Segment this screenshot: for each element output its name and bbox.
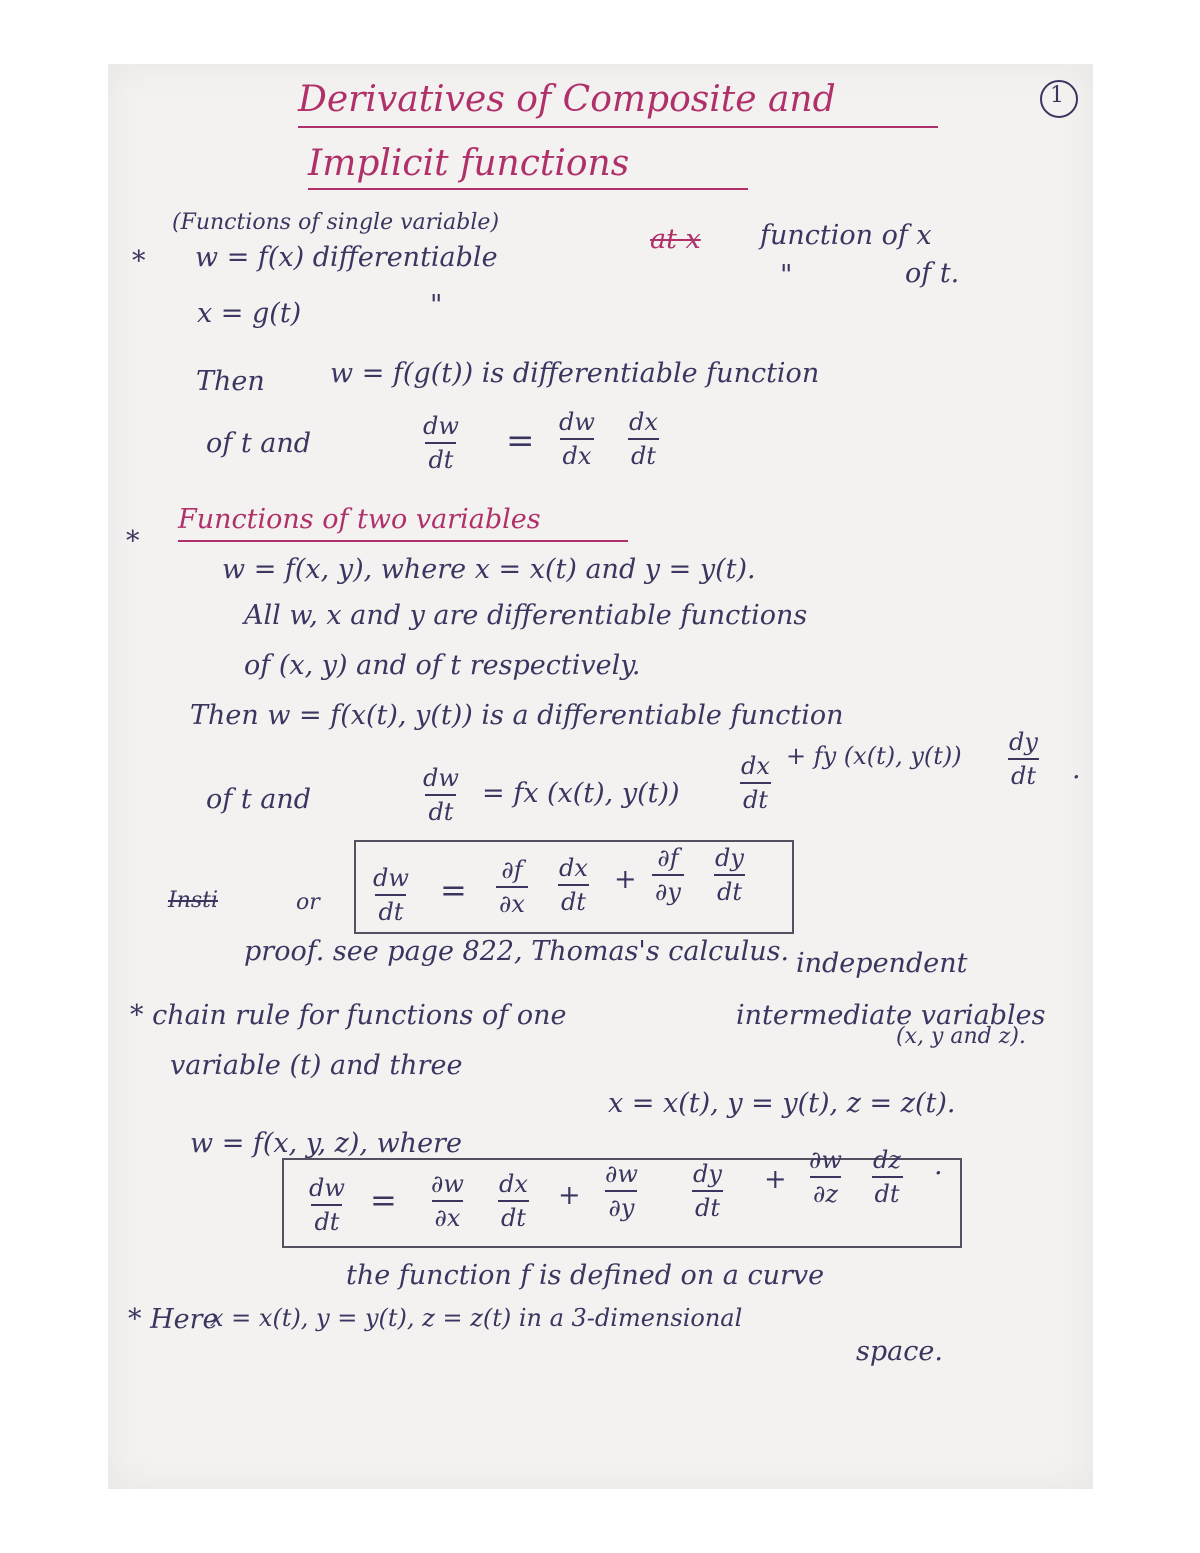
denominator: dt — [872, 1176, 903, 1206]
denominator: ∂z — [810, 1176, 841, 1206]
bullet-2: * — [126, 526, 140, 557]
box3-equals: = — [370, 1181, 397, 1219]
frac-dw-dt — [420, 414, 462, 472]
denominator: ∂x — [496, 886, 528, 916]
curve-line-2b: x = x(t), y = y(t), z = z(t) in a 3-dimensional — [210, 1304, 743, 1332]
title-underline-1 — [298, 126, 938, 128]
box3-frac-dw-dt — [306, 1176, 348, 1234]
frac-dx-dt — [626, 410, 661, 468]
two-var-line-2: All w, x and y are differentiable functions — [244, 600, 808, 631]
ditto-mark-1: " — [430, 290, 443, 321]
w-definition: w = f(x) differentiable — [195, 242, 498, 273]
frac-dw-dx — [556, 410, 598, 468]
of-t-and-1: of t and — [206, 428, 312, 459]
box3-frac-dz-dt — [870, 1148, 904, 1206]
title-underline-2 — [308, 188, 748, 190]
chain-rule-line-2: * chain rule for functions of one — [130, 1000, 567, 1031]
struck-text: at x — [650, 224, 701, 255]
ditto-mark-2: " — [780, 260, 793, 291]
composite-statement: w = f(g(t)) is differentiable function — [330, 358, 820, 389]
partial-fx-term: = fx (x(t), y(t)) — [482, 778, 680, 809]
box3-frac-dw-dz — [806, 1148, 845, 1206]
numerator: dx — [741, 752, 770, 780]
numerator: ∂w — [605, 1160, 638, 1188]
numerator: ∂w — [809, 1146, 842, 1174]
box-frac-dy-dt — [712, 846, 747, 904]
denominator: dt — [425, 794, 456, 824]
chain-rule-line-3: variable (t) and three — [170, 1050, 463, 1081]
two-var-line-1: w = f(x, y), where x = x(t) and y = y(t). — [222, 554, 756, 585]
then-label-1: Then — [196, 366, 265, 397]
box3-period: . — [934, 1150, 943, 1181]
denominator: dt — [740, 782, 771, 812]
denominator: ∂y — [605, 1190, 637, 1220]
numerator: dw — [559, 408, 595, 436]
intermediate-vars: (x, y and z). — [896, 1024, 1026, 1049]
chain-rule-line-1: independent — [796, 948, 968, 979]
numerator: dw — [423, 412, 459, 440]
x-definition-tail: of t. — [905, 258, 960, 289]
frac-dx-dt-2 — [738, 754, 773, 812]
two-variables-header: Functions of two variables — [178, 504, 541, 535]
denominator: dt — [714, 874, 745, 904]
w-definition-tail: function of x — [760, 220, 932, 251]
numerator: dx — [629, 408, 658, 436]
denominator: dt — [498, 1200, 529, 1230]
period: . — [1072, 754, 1081, 785]
chain-rule-line-2b: intermediate variables — [736, 1000, 1046, 1031]
box-equals: = — [440, 871, 467, 909]
partial-fy-term: + fy (x(t), y(t)) — [786, 742, 962, 770]
two-var-line-3: of (x, y) and of t respectively. — [244, 650, 641, 681]
curve-line-2: * Here — [128, 1304, 219, 1335]
numerator: dw — [309, 1174, 345, 1202]
box3-frac-dy-dt — [690, 1162, 725, 1220]
numerator: dw — [373, 864, 409, 892]
box-frac-df-dy — [652, 846, 684, 904]
numerator: dy — [715, 844, 744, 872]
curve-line-1: the function f is defined on a curve — [346, 1260, 825, 1291]
denominator: dt — [375, 894, 406, 924]
frac-dy-dt-2 — [1006, 730, 1041, 788]
w-of-xyz: w = f(x, y, z), where — [190, 1128, 462, 1159]
denominator: dt — [1008, 758, 1039, 788]
denominator: dt — [692, 1190, 723, 1220]
frac-dw-dt-2 — [420, 766, 462, 824]
header-underline — [178, 540, 628, 542]
numerator: ∂f — [657, 844, 679, 872]
title-line-1: Derivatives of Composite and — [298, 79, 836, 120]
numerator: dy — [693, 1160, 722, 1188]
box3-frac-dx-dt — [496, 1172, 531, 1230]
box-frac-dx-dt — [556, 856, 591, 914]
box-plus: + — [614, 864, 637, 895]
numerator: dy — [1009, 728, 1038, 756]
denominator: dt — [558, 884, 589, 914]
box3-plus-2: + — [764, 1164, 787, 1195]
x-definition: x = g(t) — [197, 298, 302, 329]
box3-frac-dw-dy — [602, 1162, 641, 1220]
box-frac-dw-dt — [370, 866, 412, 924]
box-frac-df-dx — [496, 858, 528, 916]
denominator: ∂x — [432, 1200, 464, 1230]
box3-frac-dw-dx — [428, 1172, 467, 1230]
proof-reference: proof. see page 822, Thomas's calculus. — [244, 936, 790, 967]
single-variable-header: (Functions of single variable) — [172, 210, 500, 235]
denominator: ∂y — [652, 874, 684, 904]
page-number: 1 — [1050, 83, 1064, 108]
numerator: dx — [559, 854, 588, 882]
numerator: dx — [499, 1170, 528, 1198]
box3-plus-1: + — [558, 1180, 581, 1211]
struck-word: Insti — [168, 888, 219, 913]
numerator: ∂f — [501, 856, 523, 884]
numerator: dz — [873, 1146, 902, 1174]
two-var-line-4: Then w = f(x(t), y(t)) is a differentiable function — [190, 700, 844, 731]
title-line-2: Implicit functions — [308, 143, 630, 184]
or-label: or — [296, 890, 320, 915]
denominator: dt — [311, 1204, 342, 1234]
equals-sign: = — [506, 421, 535, 461]
bullet-1: * — [132, 246, 146, 277]
denominator: dt — [628, 438, 659, 468]
numerator: dw — [423, 764, 459, 792]
denominator: dx — [560, 438, 595, 468]
curve-line-3: space. — [856, 1336, 943, 1367]
two-var-line-5-start: of t and — [206, 784, 312, 815]
numerator: ∂w — [431, 1170, 464, 1198]
xyz-of-t: x = x(t), y = y(t), z = z(t). — [608, 1088, 956, 1119]
denominator: dt — [425, 442, 456, 472]
